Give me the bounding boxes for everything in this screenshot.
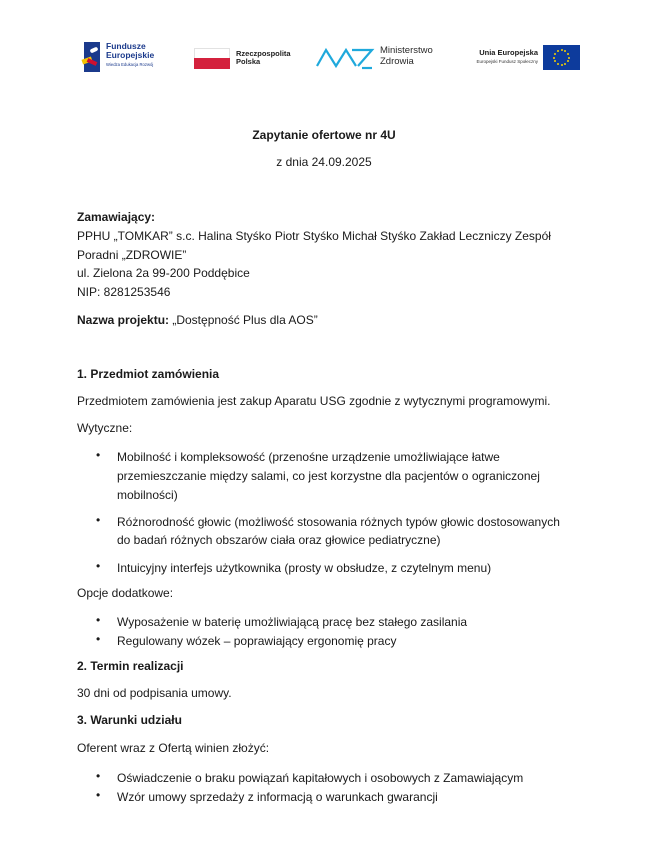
guideline-2-line1: Różnorodność głowic (możliwość stosowania różnych typów głowic dostosowanych (117, 515, 560, 529)
bullet-icon: • (96, 613, 101, 627)
section3-intro: Oferent wraz z Ofertą winien złożyć: (77, 741, 270, 755)
option-2: Regulowany wózek – poprawiający ergonomię pracy (117, 634, 397, 648)
mz-zigzag-icon (316, 46, 376, 70)
guideline-1-line2: przemieszczanie między salami, co jest korzystne dla pacjentów o ograniczonej (117, 469, 540, 483)
orderer-address: ul. Zielona 2a 99-200 Poddębice (77, 266, 250, 280)
eu-star-icon (554, 53, 556, 55)
bullet-icon: • (96, 559, 101, 573)
orderer-label: Zamawiający: (77, 210, 156, 224)
eu-star-icon (568, 57, 570, 59)
unia-europejska-logo (454, 40, 584, 76)
rzeczpospolita-polska-logo (194, 40, 298, 76)
bullet-icon: • (96, 769, 101, 783)
project-name (77, 313, 318, 327)
fundusze-europejskie-logo (82, 40, 172, 76)
bullet-icon: • (96, 788, 101, 802)
fe-logo-line1: Fundusze (106, 41, 146, 51)
guidelines-label: Wytyczne: (77, 421, 133, 435)
guideline-2-line2: do badań różnych obszarów ciała oraz głowice pediatryczne) (117, 533, 441, 547)
eu-star-icon (564, 63, 566, 65)
logo-bar (0, 40, 648, 76)
option-1: Wyposażenie w baterię umożliwiającą pracę bez stałego zasilania (117, 615, 468, 629)
section2-heading: 2. Termin realizacji (77, 659, 184, 673)
section2-text: 30 dni od podpisania umowy. (77, 686, 232, 700)
eu-flag-icon (543, 45, 580, 70)
eu-star-icon (564, 50, 566, 52)
orderer-nip: NIP: 8281253546 (77, 285, 171, 299)
guideline-1-line3: mobilności) (117, 488, 178, 502)
guideline-1-line1: Mobilność i kompleksowość (przenośne urządzenie umożliwiające łatwe (117, 450, 500, 464)
bullet-icon: • (96, 448, 101, 462)
bullet-icon: • (96, 632, 101, 646)
document-title: Zapytanie ofertowe nr 4U (252, 128, 396, 142)
document-date: z dnia 24.09.2025 (276, 155, 372, 169)
orderer-name-line2: Poradni „ZDROWIE” (77, 248, 187, 262)
project-value: „Dostępność Plus dla AOS” (169, 313, 318, 327)
eu-star-icon (561, 49, 563, 51)
bullet-icon: • (96, 513, 101, 527)
mz-logo-line1: Ministerstwo (380, 45, 433, 56)
eu-star-icon (561, 64, 563, 66)
ue-logo-line1: Unia Europejska (479, 48, 538, 57)
requirement-2: Wzór umowy sprzedaży z informacją o warunkach gwarancji (117, 790, 438, 804)
section1-heading: 1. Przedmiot zamówienia (77, 367, 220, 381)
orderer-name-line1: PPHU „TOMKAR” s.c. Halina Styśko Piotr Styśko Michał Styśko Zakład Leczniczy Zespół (77, 229, 551, 243)
eu-star-icon (567, 60, 569, 62)
eu-star-icon (557, 63, 559, 65)
fe-logo-line3: Wiedza Edukacja Rozwój (106, 62, 154, 67)
ministerstwo-zdrowia-logo (316, 40, 440, 76)
mz-logo-line2: Zdrowia (380, 56, 414, 67)
guideline-3-line1: Intuicyjny interfejs użytkownika (prosty w obsłudze, z czytelnym menu) (117, 561, 492, 575)
eu-star-icon (553, 57, 555, 59)
polish-flag-icon (194, 48, 230, 58)
ue-logo-line2: Europejski Fundusz Społeczny (476, 59, 538, 64)
project-label: Nazwa projektu: (77, 313, 170, 327)
rp-logo-line2: Polska (236, 57, 261, 66)
fe-logo-line2: Europejskie (106, 50, 155, 60)
section1-intro: Przedmiotem zamówienia jest zakup Aparatu USG zgodnie z wytycznymi programowymi. (77, 394, 551, 408)
eu-star-icon (567, 53, 569, 55)
section3-heading: 3. Warunki udziału (77, 713, 182, 727)
requirement-1: Oświadczenie o braku powiązań kapitałowych i osobowych z Zamawiającym (117, 771, 524, 785)
options-label: Opcje dodatkowe: (77, 586, 174, 600)
eu-star-icon (557, 50, 559, 52)
eu-star-icon (554, 60, 556, 62)
rp-logo-line1: Rzeczpospolita (236, 49, 291, 58)
